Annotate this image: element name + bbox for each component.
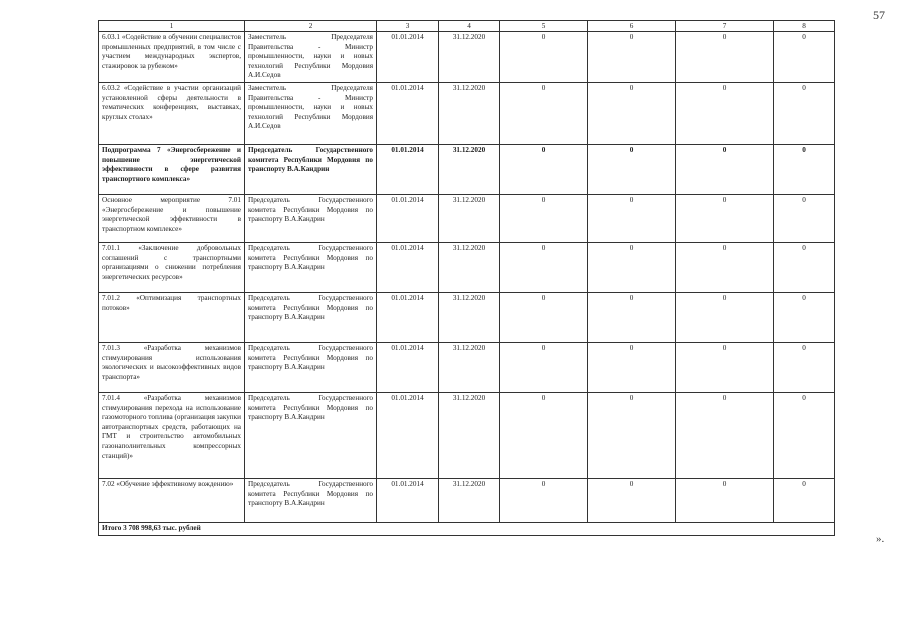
header-cell-3: 3 bbox=[377, 21, 439, 32]
end-date-cell: 31.12.2020 bbox=[439, 242, 500, 292]
value-cell: 0 bbox=[588, 144, 676, 194]
start-date-cell: 01.01.2014 bbox=[377, 292, 439, 342]
value-cell: 0 bbox=[676, 392, 774, 478]
table-body bbox=[99, 21, 835, 536]
start-date-cell: 01.01.2014 bbox=[377, 194, 439, 242]
value-cell: 0 bbox=[774, 292, 835, 342]
measure-name-cell: 7.01.4 «Разработка механизмов стимулирования перехода на использование газомоторного топлива (организация закупки автотранспортных средств, работающих на ГМТ и строительство автомобильных газонаполнительных компрессорных станций)» bbox=[99, 392, 245, 478]
start-date-cell: 01.01.2014 bbox=[377, 32, 439, 83]
responsible-cell: Председатель Государственного комитета Республики Мордовия по транспорту В.А.Кандрин bbox=[245, 144, 377, 194]
header-row bbox=[99, 21, 835, 32]
value-cell: 0 bbox=[588, 342, 676, 392]
measure-name-cell: 6.03.1 «Содействие в обучении специалистов промышленных предприятий, в том числе с участием международных экспертов, стажировок за рубежом» bbox=[99, 32, 245, 83]
value-cell: 0 bbox=[500, 82, 588, 144]
program-table bbox=[98, 20, 835, 536]
value-cell: 0 bbox=[500, 194, 588, 242]
table-row bbox=[99, 342, 835, 392]
value-cell: 0 bbox=[774, 82, 835, 144]
table-row bbox=[99, 194, 835, 242]
table-row bbox=[99, 392, 835, 478]
end-date-cell: 31.12.2020 bbox=[439, 392, 500, 478]
table-row bbox=[99, 32, 835, 83]
end-date-cell: 31.12.2020 bbox=[439, 32, 500, 83]
measure-name-cell: 7.01.2 «Оптимизация транспортных потоков» bbox=[99, 292, 245, 342]
start-date-cell: 01.01.2014 bbox=[377, 82, 439, 144]
measure-name-cell: 7.01.3 «Разработка механизмов стимулирования использования экологических и высокоэффективных видов транспорта» bbox=[99, 342, 245, 392]
table-row bbox=[99, 82, 835, 144]
responsible-cell: Председатель Государственного комитета Республики Мордовия по транспорту В.А.Кандрин bbox=[245, 242, 377, 292]
value-cell: 0 bbox=[588, 478, 676, 522]
measure-name-cell: Подпрограмма 7 «Энергосбережение и повышение энергетической эффективности в сфере развития транспортного комплекса» bbox=[99, 144, 245, 194]
measure-name-cell: 6.03.2 «Содействие в участии организаций установленной сферы деятельности в тематических конференциях, выставках, круглых столах» bbox=[99, 82, 245, 144]
responsible-cell: Заместитель Председателя Правительства - Министр промышленности, науки и новых технологий Республики Мордовия А.И.Седов bbox=[245, 32, 377, 83]
start-date-cell: 01.01.2014 bbox=[377, 144, 439, 194]
value-cell: 0 bbox=[774, 144, 835, 194]
measure-name-cell: 7.02 «Обучение эффективному вождению» bbox=[99, 478, 245, 522]
header-cell-6: 6 bbox=[588, 21, 676, 32]
value-cell: 0 bbox=[774, 342, 835, 392]
value-cell: 0 bbox=[588, 82, 676, 144]
value-cell: 0 bbox=[588, 292, 676, 342]
start-date-cell: 01.01.2014 bbox=[377, 478, 439, 522]
header-cell-4: 4 bbox=[439, 21, 500, 32]
start-date-cell: 01.01.2014 bbox=[377, 242, 439, 292]
value-cell: 0 bbox=[588, 392, 676, 478]
value-cell: 0 bbox=[774, 32, 835, 83]
start-date-cell: 01.01.2014 bbox=[377, 342, 439, 392]
value-cell: 0 bbox=[676, 478, 774, 522]
header-cell-1: 1 bbox=[99, 21, 245, 32]
value-cell: 0 bbox=[676, 242, 774, 292]
value-cell: 0 bbox=[774, 478, 835, 522]
closing-quote-mark: ». bbox=[876, 533, 885, 545]
end-date-cell: 31.12.2020 bbox=[439, 144, 500, 194]
value-cell: 0 bbox=[588, 194, 676, 242]
measure-name-cell: Основное мероприятие 7.01 «Энергосбережение и повышение энергетической эффективности в транспортном комплексе» bbox=[99, 194, 245, 242]
responsible-cell: Председатель Государственного комитета Республики Мордовия по транспорту В.А.Кандрин bbox=[245, 342, 377, 392]
responsible-cell: Председатель Государственного комитета Республики Мордовия по транспорту В.А.Кандрин bbox=[245, 194, 377, 242]
value-cell: 0 bbox=[676, 292, 774, 342]
value-cell: 0 bbox=[676, 194, 774, 242]
header-cell-8: 8 bbox=[774, 21, 835, 32]
value-cell: 0 bbox=[588, 32, 676, 83]
total-label: Итого 3 708 998,63 тыс. рублей bbox=[99, 522, 835, 535]
value-cell: 0 bbox=[500, 292, 588, 342]
value-cell: 0 bbox=[500, 242, 588, 292]
responsible-cell: Председатель Государственного комитета Республики Мордовия по транспорту В.А.Кандрин bbox=[245, 392, 377, 478]
end-date-cell: 31.12.2020 bbox=[439, 478, 500, 522]
value-cell: 0 bbox=[774, 242, 835, 292]
table-row bbox=[99, 292, 835, 342]
table-row bbox=[99, 144, 835, 194]
measure-name-cell: 7.01.1 «Заключение добровольных соглашений с транспортными организациями о снижении потребления энергетических ресурсов» bbox=[99, 242, 245, 292]
end-date-cell: 31.12.2020 bbox=[439, 82, 500, 144]
value-cell: 0 bbox=[500, 392, 588, 478]
table-row bbox=[99, 242, 835, 292]
value-cell: 0 bbox=[588, 242, 676, 292]
value-cell: 0 bbox=[676, 342, 774, 392]
responsible-cell: Председатель Государственного комитета Республики Мордовия по транспорту В.А.Кандрин bbox=[245, 478, 377, 522]
responsible-cell: Председатель Государственного комитета Республики Мордовия по транспорту В.А.Кандрин bbox=[245, 292, 377, 342]
start-date-cell: 01.01.2014 bbox=[377, 392, 439, 478]
value-cell: 0 bbox=[676, 82, 774, 144]
total-row bbox=[99, 522, 835, 535]
value-cell: 0 bbox=[500, 342, 588, 392]
responsible-cell: Заместитель Председателя Правительства - Министр промышленности, науки и новых технологий Республики Мордовия А.И.Седов bbox=[245, 82, 377, 144]
value-cell: 0 bbox=[500, 478, 588, 522]
end-date-cell: 31.12.2020 bbox=[439, 194, 500, 242]
value-cell: 0 bbox=[774, 392, 835, 478]
end-date-cell: 31.12.2020 bbox=[439, 292, 500, 342]
table-row bbox=[99, 478, 835, 522]
value-cell: 0 bbox=[500, 144, 588, 194]
value-cell: 0 bbox=[676, 144, 774, 194]
value-cell: 0 bbox=[676, 32, 774, 83]
value-cell: 0 bbox=[500, 32, 588, 83]
value-cell: 0 bbox=[774, 194, 835, 242]
end-date-cell: 31.12.2020 bbox=[439, 342, 500, 392]
page-number: 57 bbox=[873, 8, 885, 22]
header-cell-5: 5 bbox=[500, 21, 588, 32]
header-cell-7: 7 bbox=[676, 21, 774, 32]
header-cell-2: 2 bbox=[245, 21, 377, 32]
